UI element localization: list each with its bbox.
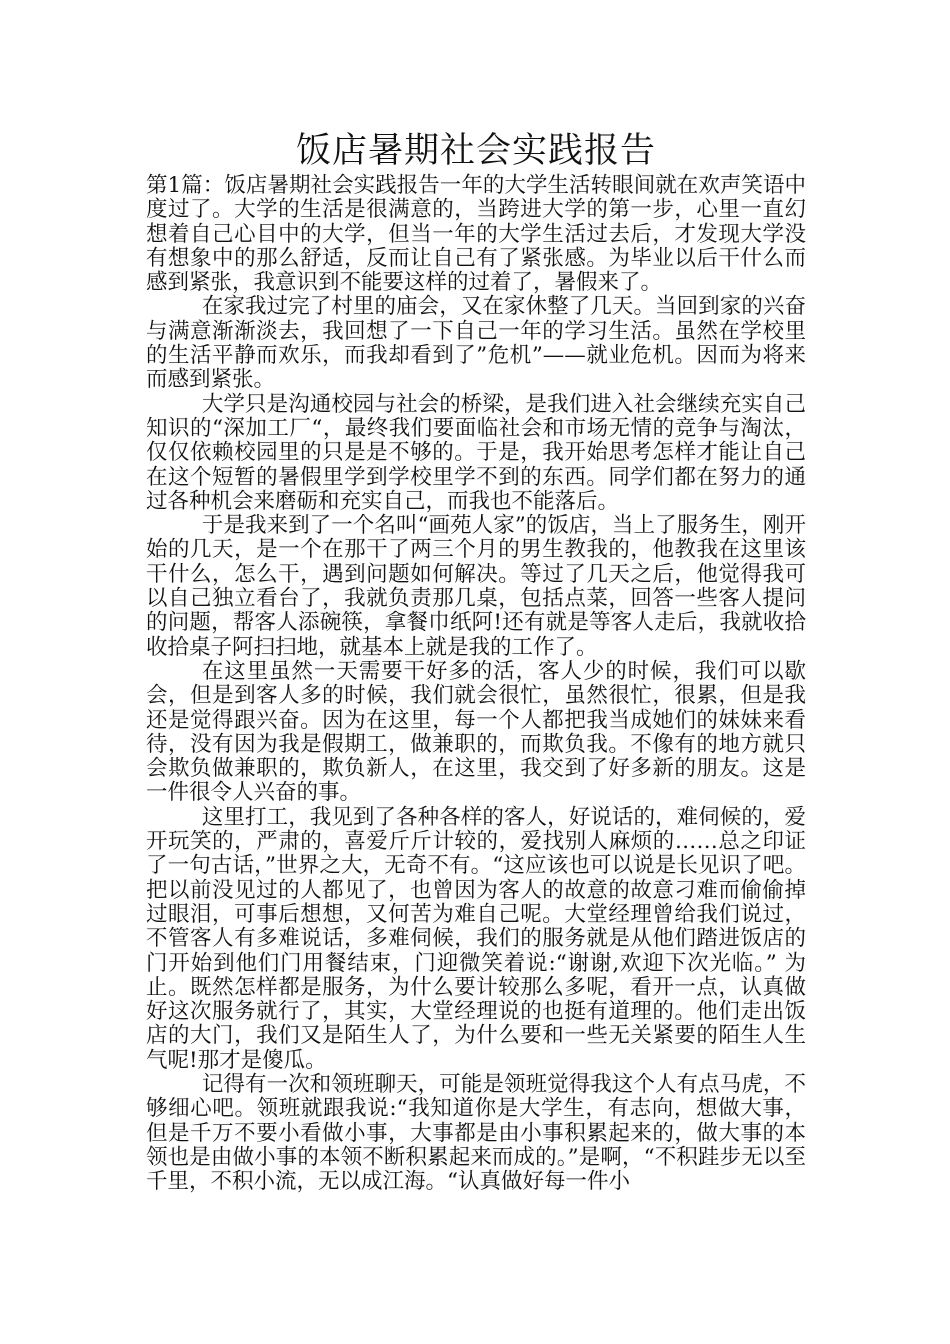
paragraph-1: 第1篇：饭店暑期社会实践报告一年的大学生活转眼间就在欢声笑语中度过了。大学的生活是很满意的，当跨进大学的第一步，心里一直幻想着自己心目中的大学，但当一年的大学生活过去后，才发现大学没有想象中的那么舒适，反而让自己有了紧张感。为毕业以后干什么而感到紧张，我意识到不能要这样的过着了，暑假来了。 xyxy=(146,173,806,296)
document-title: 饭店暑期社会实践报告 xyxy=(295,131,656,171)
paragraph-7: 记得有一次和领班聊天，可能是领班觉得我这个人有点马虎，不够细心吧。领班就跟我说:“我知道你是大学生，有志向，想做大事，但是千万不要小看做小事，大事都是由小事积累起来的，做大事的本领也是由做小事的本领不断积累起来而成的。”是啊，“不积跬步无以至千里，不积小流，无以成江海。“认真做好每一件小 xyxy=(146,1071,806,1195)
paragraph-2: 在家我过完了村里的庙会，又在家休整了几天。当回到家的兴奋与满意渐渐淡去，我回想了一下自己一年的学习生活。虽然在学校里的生活平静而欢乐，而我却看到了”危机”——就业危机。因而为将来而感到紧张。 xyxy=(146,294,806,393)
document-page xyxy=(146,128,806,1194)
paragraph-6: 这里打工，我见到了各种各样的客人，好说话的，难伺候的，爱开玩笑的，严肃的，喜爱斤斤计较的，爱找别人麻烦的……总之印证了一句古话，”世界之大，无奇不有。“这应该也可以说是长见识了吧。把以前没见过的人都见了，也曾因为客人的故意的故意刁难而偷偷掉过眼泪，可事后想想，又何苦为难自己呢。大堂经理曾给我们说过，不管客人有多难说话，多难伺候，我们的服务就是从他们踏进饭店的门开始到他们门用餐结束，门迎微笑着说:“谢谢,欢迎下次光临。” 为止。既然怎样都是服务，为什么要计较那么多呢，看开一点，认真做好这次服务就行了，其实，大堂经理说的也挺有道理的。他们走出饭店的大门，我们又是陌生人了，为什么要和一些无关紧要的陌生人生气呢!那才是傻瓜。 xyxy=(146,804,806,1073)
paragraph-5: 在这里虽然一天需要干好多的活，客人少的时候，我们可以歇会，但是到客人多的时候，我们就会很忙，虽然很忙，很累，但是我还是觉得跟兴奋。因为在这里，每一个人都把我当成她们的妹妹来看待，没有因为我是假期工，做兼职的，而欺负我。不像有的地方就只会欺负做兼职的，欺负新人，在这里，我交到了好多新的朋友。这是一件很令人兴奋的事。 xyxy=(146,658,806,806)
paragraph-4: 于是我来到了一个名叫“画苑人家”的饭店，当上了服务生，刚开始的几天，是一个在那干了两三个月的男生教我的，他教我在这里该干什么，怎么干，遇到问题如何解决。等过了几天之后，他觉得我可以自己独立看台了，我就负责那几桌，包括点菜，回答一些客人提问的问题，帮客人添碗筷，拿餐巾纸阿!还有就是等客人走后，我就收拾收拾桌子阿扫扫地，就基本上就是我的工作了。 xyxy=(146,513,806,660)
paragraph-3: 大学只是沟通校园与社会的桥梁，是我们进入社会继续充实自己知识的“深加工厂“，最终我们要面临社会和市场无情的竞争与淘汰，仅仅依赖校园里的只是是不够的。于是，我开始思考怎样才能让自己在这个短暂的暑假里学到学校里学不到的东西。同学们都在努力的通过各种机会来磨砺和充实自己，而我也不能落后。 xyxy=(146,391,806,514)
